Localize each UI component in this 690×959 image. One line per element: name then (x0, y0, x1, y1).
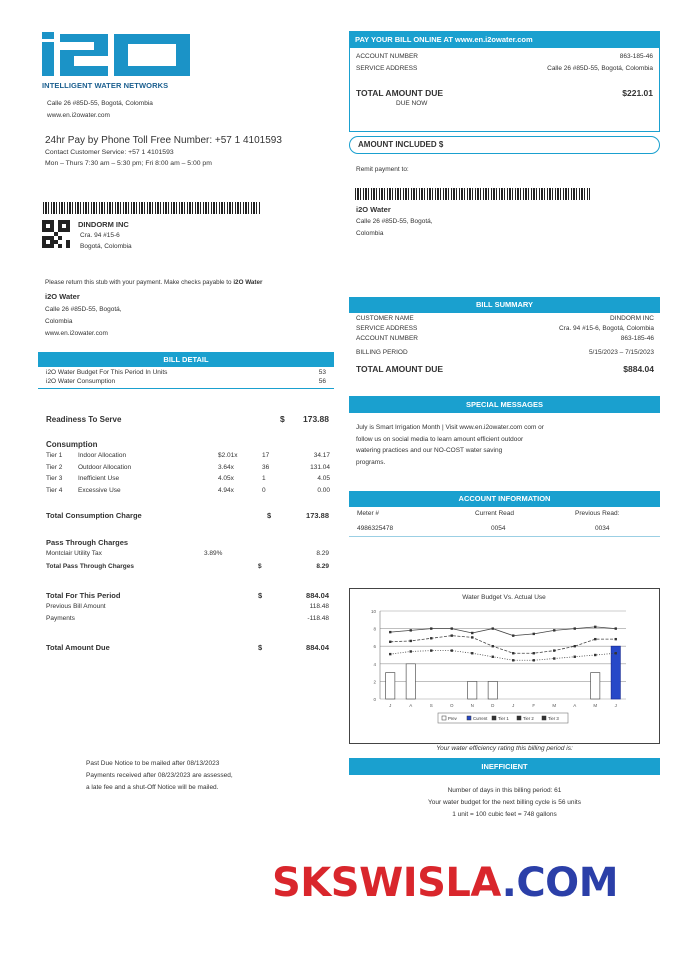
x-tick-label: J (614, 703, 617, 708)
consumption-header: Consumption (46, 440, 98, 449)
consumption-label: i2O Water Consumption (46, 378, 116, 385)
summary-total-label: TOTAL AMOUNT DUE (356, 364, 444, 374)
line-marker (389, 631, 391, 633)
customer-street: Cra. 94 #15-6 (80, 232, 120, 239)
line-tier-1 (390, 627, 616, 636)
summary-account-value: 863-185-46 (620, 335, 654, 342)
summary-period-label: BILLING PERIOD (356, 349, 408, 356)
line-marker (553, 649, 555, 651)
line-marker (410, 629, 412, 631)
tier-amount: 34.17 (313, 452, 330, 459)
stub-note-payee: i2O Water (233, 279, 263, 286)
line-marker (389, 641, 391, 643)
line-marker (430, 649, 432, 651)
phone-line: 24hr Pay by Phone Toll Free Number: +57 1 4101593 (45, 135, 282, 146)
bar-prev (488, 681, 497, 699)
remit-barcode (355, 188, 590, 200)
meter-label: Meter # (357, 510, 380, 517)
stub-address: Calle 26 #85D-55, Bogotá, (45, 306, 122, 313)
stub-website: www.en.i2owater.com (45, 330, 108, 337)
line-marker (574, 627, 576, 629)
bill-summary-body (356, 314, 654, 374)
amount-included-field[interactable]: AMOUNT INCLUDED $ (349, 136, 660, 154)
customer-city: Bogotá, Colombia (80, 243, 132, 250)
company-website: www.en.i2owater.com (47, 112, 110, 119)
legend-swatch (467, 716, 471, 720)
readiness-currency: $ (280, 414, 285, 424)
summary-account-label: ACCOUNT NUMBER (356, 335, 418, 342)
budget-line: Your water budget for the next billing cycle is 56 units (428, 799, 581, 806)
tier-rate: 4.05x (218, 475, 234, 482)
summary-customer-label: CUSTOMER NAME (356, 315, 414, 322)
line-marker (492, 627, 494, 629)
tier-amount: 0.00 (317, 486, 330, 494)
pay-service-value: Calle 26 #85D-55, Bogotá, Colombia (547, 65, 653, 72)
utility-tax-rate: 3.89% (204, 550, 223, 557)
line-marker (451, 627, 453, 629)
line-marker (492, 645, 494, 647)
x-tick-label: O (449, 703, 454, 708)
bar-prev (468, 681, 477, 699)
account-info-header: ACCOUNT INFORMATION (349, 491, 660, 507)
legend-label: Tier 3 (548, 716, 559, 721)
bill-detail-header: BILL DETAIL (38, 352, 334, 367)
y-tick-label: 2 (373, 679, 376, 685)
period-currency: $ (258, 591, 263, 600)
special-message-line-2: follow us on social media to learn amount efficient outdoor (356, 435, 524, 443)
line-marker (512, 652, 514, 654)
line-marker (512, 634, 514, 636)
line-marker (553, 629, 555, 631)
x-tick-label: J (512, 703, 515, 708)
y-tick-label: 8 (373, 626, 376, 632)
line-marker (574, 656, 576, 658)
pay-account-value: 863-185-46 (619, 53, 653, 60)
current-read-label: Current Read (475, 510, 515, 517)
tier-units: 1 (262, 475, 266, 482)
special-messages-header: SPECIAL MESSAGES (349, 396, 660, 413)
tier-label: Tier 2 (46, 463, 63, 471)
special-message-line-4: programs. (356, 458, 386, 466)
stub-name: i2O Water (45, 292, 80, 301)
pay-account-label: ACCOUNT NUMBER (356, 53, 418, 60)
pay-online-box (349, 48, 660, 132)
line-tier-2 (390, 636, 616, 654)
stub-note-text: Please return this stub with your payment. Make checks payable to (45, 279, 232, 286)
pay-online-header: PAY YOUR BILL ONLINE AT www.en.i2owater.com (349, 31, 660, 48)
stub-city: Colombia (45, 318, 73, 325)
line-marker (471, 652, 473, 654)
previous-label: Previous Bill Amount (46, 603, 106, 610)
tier-rate: $2.01x (218, 452, 238, 459)
efficiency-caption: Your water efficiency rating this billing period is: (436, 745, 573, 752)
line-marker (594, 638, 596, 640)
bar-prev (591, 673, 600, 699)
meter-value: 4986325478 (357, 525, 394, 532)
total-consumption-value: 173.88 (306, 511, 329, 520)
period-label: Total For This Period (46, 591, 121, 600)
budget-value: 53 (318, 369, 326, 376)
remit-name: i2O Water (356, 205, 391, 214)
legend-label: Prev (448, 716, 457, 721)
tier-amount: 131.04 (310, 463, 330, 471)
line-marker (430, 637, 432, 639)
readiness-label: Readiness To Serve (46, 415, 122, 424)
bar-prev (406, 664, 415, 699)
total-pass-currency: $ (258, 563, 262, 570)
x-tick-label: A (409, 703, 413, 708)
total-consumption-currency: $ (267, 511, 272, 520)
tier-units: 36 (262, 463, 270, 471)
line-marker (451, 634, 453, 636)
line-marker (471, 632, 473, 634)
legend-swatch (542, 716, 546, 720)
tier-name: Excessive Use (78, 486, 121, 494)
pay-total-value: $221.01 (622, 88, 653, 98)
previous-read-value: 0034 (595, 525, 610, 532)
due-currency: $ (258, 643, 263, 652)
y-tick-label: 4 (373, 661, 376, 667)
x-tick-label: A (573, 703, 577, 708)
tier-name: Outdoor Allocation (78, 463, 132, 471)
current-read-value: 0054 (491, 525, 506, 532)
summary-service-value: Cra. 94 #15-6, Bogotá, Colombia (558, 325, 654, 332)
tier-label: Tier 4 (46, 486, 63, 494)
tier-label: Tier 3 (46, 475, 63, 482)
summary-total-value: $884.04 (623, 364, 654, 374)
watermark-part-1: SKSWISLA (272, 860, 502, 906)
tier-amount: 4.05 (317, 475, 330, 482)
x-tick-label: D (491, 703, 495, 708)
summary-period-value: 5/15/2023 – 7/15/2023 (588, 349, 654, 356)
notice-line-3: a late fee and a shut-Off Notice will be mailed. (86, 784, 219, 791)
period-value: 884.04 (306, 591, 329, 600)
line-marker (533, 633, 535, 635)
line-marker (410, 640, 412, 642)
legend-label: Tier 2 (523, 716, 534, 721)
tier-units: 0 (262, 486, 266, 494)
readiness-value: 173.88 (303, 414, 329, 424)
payments-value: -118.48 (307, 615, 329, 622)
x-tick-label: F (532, 703, 536, 708)
line-marker (533, 659, 535, 661)
tier-name: Indoor Allocation (78, 452, 127, 459)
tier-rate: 3.64x (218, 463, 234, 471)
notice-line-1: Past Due Notice to be mailed after 08/13/2023 (86, 760, 220, 767)
line-marker (512, 659, 514, 661)
remit-city: Colombia (356, 230, 384, 237)
customer-name: DINDORM INC (78, 220, 129, 229)
x-tick-label: M (552, 703, 557, 708)
summary-customer-value: DINDORM INC (609, 315, 654, 322)
x-tick-label: S (429, 703, 433, 708)
total-pass-label: Total Pass Through Charges (46, 563, 135, 570)
line-marker (430, 627, 432, 629)
company-address: Calle 26 #85D-55, Bogotá, Colombia (47, 100, 153, 107)
legend-label: Tier 1 (498, 716, 509, 721)
x-tick-label: J (389, 703, 392, 708)
stub-note (45, 279, 262, 286)
pay-service-label: SERVICE ADDRESS (356, 65, 418, 72)
usage-chart (350, 589, 659, 743)
line-marker (471, 636, 473, 638)
line-tier-3 (390, 651, 616, 661)
logo (42, 30, 192, 80)
bar-prev (386, 673, 395, 699)
pay-total-label: TOTAL AMOUNT DUE (356, 88, 444, 98)
logo-tagline: INTELLIGENT WATER NETWORKS (42, 81, 169, 90)
due-label: Total Amount Due (46, 643, 110, 652)
legend-swatch (442, 716, 446, 720)
payments-label: Payments (46, 615, 75, 622)
tier-row (46, 452, 330, 464)
line-marker (594, 654, 596, 656)
special-message-line-1: July is Smart Irrigation Month | Visit www.en.i2owater.com com or (356, 424, 544, 431)
tier-label: Tier 1 (46, 452, 63, 459)
watermark-part-2: COM (516, 860, 618, 906)
tier-row (46, 464, 330, 476)
utility-tax-label: Montclair Utility Tax (46, 550, 102, 557)
total-pass-value: 8.29 (316, 563, 329, 570)
unit-line: 1 unit = 100 cubic feet = 748 gallons (452, 811, 557, 818)
pass-header: Pass Through Charges (46, 538, 129, 547)
line-marker (615, 652, 617, 654)
legend-swatch (492, 716, 496, 720)
remit-label: Remit payment to: (356, 166, 409, 173)
tier-row (46, 487, 330, 499)
utility-tax-value: 8.29 (316, 550, 329, 557)
special-message-line-3: watering practices and our NO-COST water saving (356, 447, 503, 454)
line-marker (410, 650, 412, 652)
qr-code (42, 220, 70, 248)
bill-summary-header: BILL SUMMARY (349, 297, 660, 313)
contact-line: Contact Customer Service: +57 1 4101593 (45, 149, 174, 156)
line-marker (553, 657, 555, 659)
chart-title: Water Budget Vs. Actual Use (462, 594, 546, 601)
previous-value: 118.48 (309, 603, 329, 610)
tier-units: 17 (262, 452, 270, 459)
customer-barcode (43, 202, 261, 214)
y-tick-label: 10 (370, 609, 376, 614)
budget-label: i2O Water Budget For This Period In Units (46, 369, 168, 376)
days-line: Number of days in this billing period: 61 (447, 787, 562, 794)
line-marker (574, 645, 576, 647)
previous-read-label: Previous Read: (575, 510, 620, 517)
hours-line: Mon – Thurs 7:30 am – 5:30 pm; Fri 8:00 am – 5:00 pm (45, 160, 212, 167)
legend-label: Current (473, 716, 488, 721)
tier-rate: 4.94x (218, 486, 234, 494)
special-messages-body (356, 422, 654, 468)
y-tick-label: 0 (373, 697, 376, 702)
due-value: 884.04 (306, 643, 329, 652)
usage-chart-frame (349, 588, 660, 744)
line-marker (389, 653, 391, 655)
account-info-body (349, 507, 660, 537)
efficiency-rating: INEFFICIENT (349, 758, 660, 775)
line-marker (451, 649, 453, 651)
watermark-dot: . (501, 860, 517, 906)
consumption-value: 56 (318, 378, 326, 385)
legend-swatch (517, 716, 521, 720)
line-marker (615, 627, 617, 629)
tier-table (46, 452, 330, 498)
tier-row (46, 475, 330, 487)
watermark (272, 860, 618, 906)
summary-service-label: SERVICE ADDRESS (356, 325, 418, 332)
due-now: DUE NOW (396, 100, 428, 107)
tier-name: Inefficient Use (78, 475, 120, 482)
line-marker (492, 656, 494, 658)
line-marker (533, 652, 535, 654)
x-tick-label: N (470, 703, 474, 708)
line-marker (594, 626, 596, 628)
line-marker (615, 638, 617, 640)
x-tick-label: M (593, 703, 598, 708)
bill-detail-usage (38, 367, 334, 389)
remit-address: Calle 26 #85D-55, Bogotá, (356, 218, 433, 225)
total-consumption-label: Total Consumption Charge (46, 511, 142, 520)
notice-line-2: Payments received after 08/23/2023 are assessed, (86, 772, 233, 779)
y-tick-label: 6 (373, 644, 376, 650)
